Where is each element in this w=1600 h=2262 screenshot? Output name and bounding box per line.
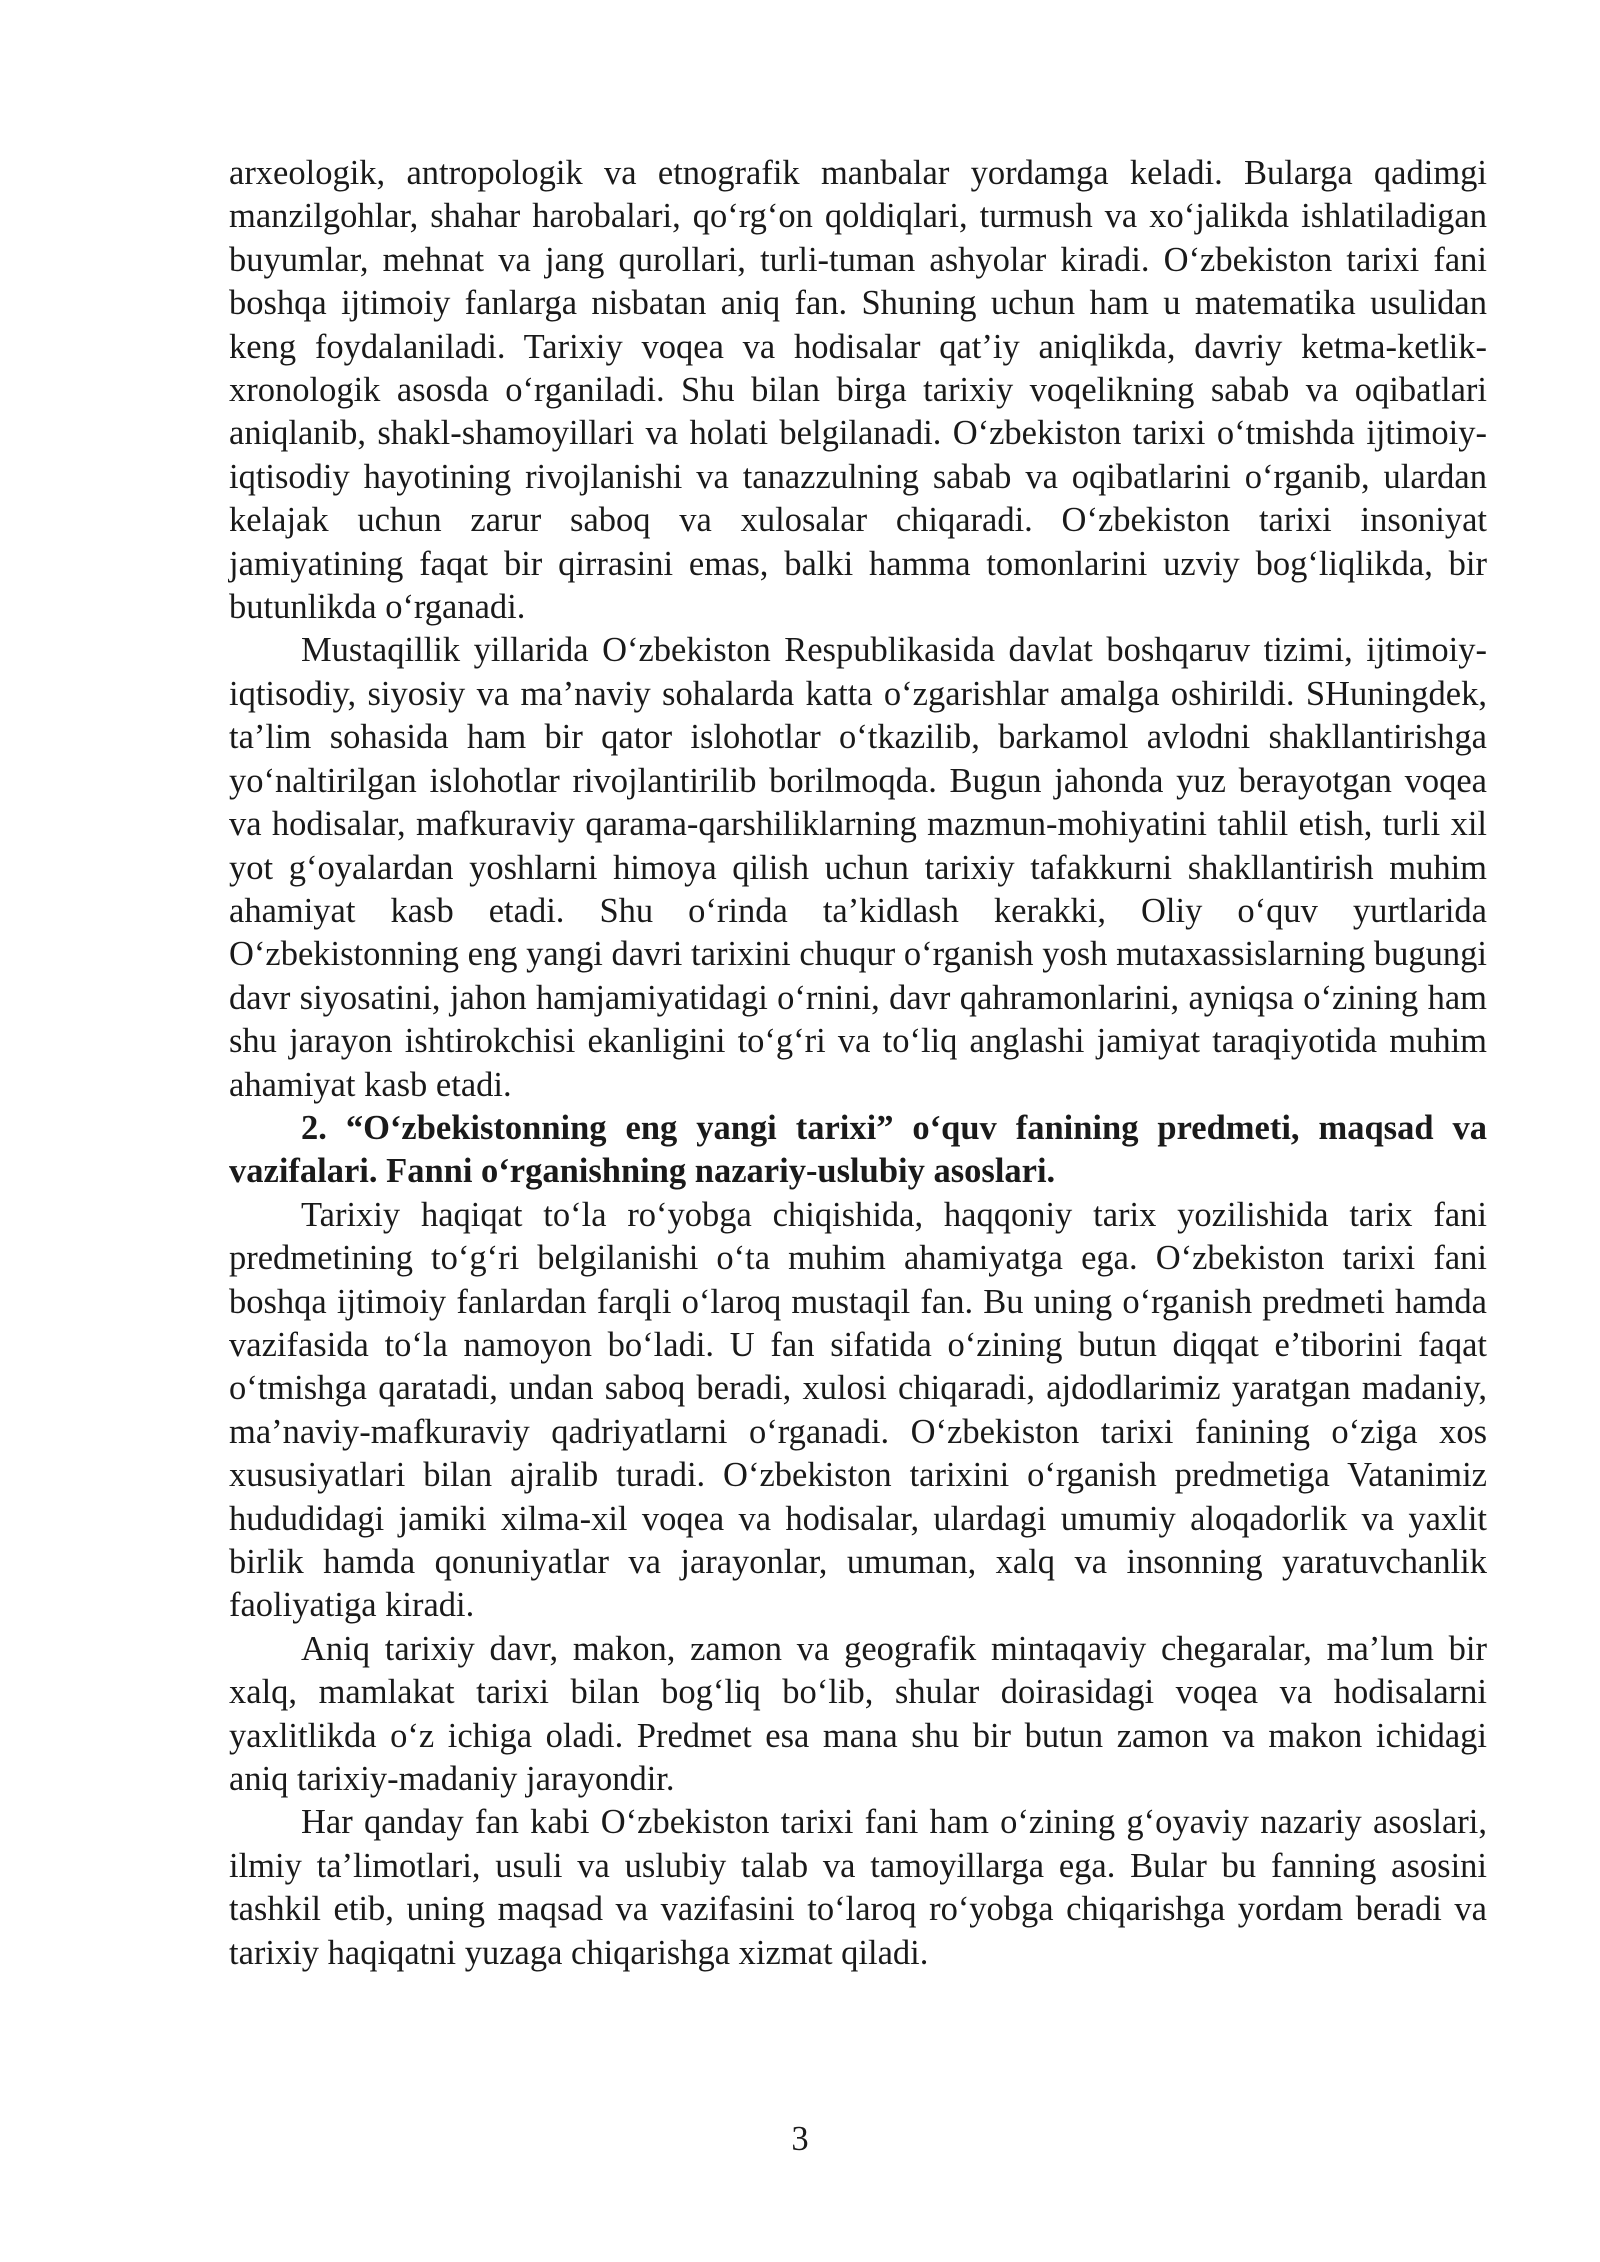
section-heading: 2. “O‘zbekistonning eng yangi tarixi” o‘quv fanining predmeti, maqsad va vazifalari. Fanni o‘rganishning nazariy-uslubiy asoslari. xyxy=(229,1108,1487,1191)
page-number: 3 xyxy=(791,2120,809,2158)
paragraph-independence-reforms: Mustaqillik yillarida O‘zbekiston Respublikasida davlat boshqaruv tizimi, ijtimoiy-iqtisodiy, siyosiy va ma’naviy sohalarda katta o‘zgarishlar amalga oshirildi. SHuningdek, ta’lim sohasida ham bir qator islohotlar o‘tkazilib, barkamol avlodni shakllantirishga yo‘naltirilgan islohotlar rivojlantirilib borilmoqda. Bugun jahonda yuz berayotgan voqea va hodisalar, mafkuraviy qarama-qarshiliklarning mazmun-mohiyatini tahlil etish, turli xil yot g‘oyalardan yoshlarni himoya qilish uchun tarixiy tafakkurni shakllantirish muhim ahamiyat kasb etadi. Shu o‘rinda ta’kidlash kerakki, Oliy o‘quv yurtlarida O‘zbekistonning eng yangi davri tarixini chuqur o‘rganish yosh mutaxassislarning bugungi davr siyosatini, jahon hamjamiyatidagi o‘rnini, davr qahramonlarini, ayniqsa o‘zining ham shu jarayon ishtirokchisi ekanligini to‘g‘ri va to‘liq anglashi jamiyat taraqiyotida muhim ahamiyat kasb etadi. xyxy=(229,631,1487,1104)
paragraph-continuation: arxeologik, antropologik va etnografik manbalar yordamga keladi. Bularga qadimgi manzilgohlar, shahar harobalari, qo‘rg‘on qoldiqlari, turmush va xo‘jalikda ishlatiladigan buyumlar, mehnat va jang qurollari, turli-tuman ashyolar kiradi. O‘zbekiston tarixi fani boshqa ijtimoiy fanlarga nisbatan aniq fan. Shuning uchun ham u matematika usulidan keng foydalaniladi. Tarixiy voqea va hodisalar qat’iy aniqlikda, davriy ketma-ketlik-xronologik asosda o‘rganiladi. Shu bilan birga tarixiy voqelikning sabab va oqibatlari aniqlanib, shakl-shamoyillari va holati belgilanadi. O‘zbekiston tarixi o‘tmishda ijtimoiy-iqtisodiy hayotining rivojlanishi va tanazzulning sabab va oqibatlarini o‘rganib, ulardan kelajak uchun zarur saboq va xulosalar chiqaradi. O‘zbekiston tarixi insoniyat jamiyatining faqat bir qirrasini emas, balki hamma tomonlarini uzviy bog‘liqlikda, bir butunlikda o‘rganadi. xyxy=(229,154,1487,627)
page-body xyxy=(229,152,1487,1975)
paragraph-subject-of-history: Tarixiy haqiqat to‘la ro‘yobga chiqishida, haqqoniy tarix yozilishida tarix fani predmetining to‘g‘ri belgilanishi o‘ta muhim ahamiyatga ega. O‘zbekiston tarixi fani boshqa ijtimoiy fanlardan farqli o‘laroq mustaqil fan. Bu uning o‘rganish predmeti hamda vazifasida to‘la namoyon bo‘ladi. U fan sifatida o‘zining butun diqqat e’tiborini faqat o‘tmishga qaratadi, undan saboq beradi, xulosi chiqaradi, ajdodlarimiz yaratgan madaniy, ma’naviy-mafkuraviy qadriyatlarni o‘rganadi. O‘zbekiston tarixi fanining o‘ziga xos xususiyatlari bilan ajralib turadi. O‘zbekiston tarixini o‘rganish predmetiga Vatanimiz hududidagi jamiki xilma-xil voqea va hodisalar, ulardagi umumiy aloqadorlik va yaxlit birlik hamda qonuniyatlar va jarayonlar, umuman, xalq va insonning yaratuvchanlik faoliyatiga kiradi. xyxy=(229,1195,1487,1625)
paragraph-theoretical-foundations: Har qanday fan kabi O‘zbekiston tarixi fani ham o‘zining g‘oyaviy nazariy asoslari, ilmiy ta’limotlari, usuli va uslubiy talab va tamoyillarga ega. Bular bu fanning asosini tashkil etib, uning maqsad va vazifasini to‘laroq ro‘yobga chiqarishga yordam beradi va tarixiy haqiqatni yuzaga chiqarishga xizmat qiladi. xyxy=(229,1803,1487,1972)
paragraph-period-and-space: Aniq tarixiy davr, makon, zamon va geografik mintaqaviy chegaralar, ma’lum bir xalq, mamlakat tarixi bilan bog‘liq bo‘lib, shular doirasidagi voqea va hodisalarni yaxlitlikda o‘z ichiga oladi. Predmet esa mana shu bir butun zamon va makon ichidagi aniq tarixiy-madaniy jarayondir. xyxy=(229,1629,1487,1799)
